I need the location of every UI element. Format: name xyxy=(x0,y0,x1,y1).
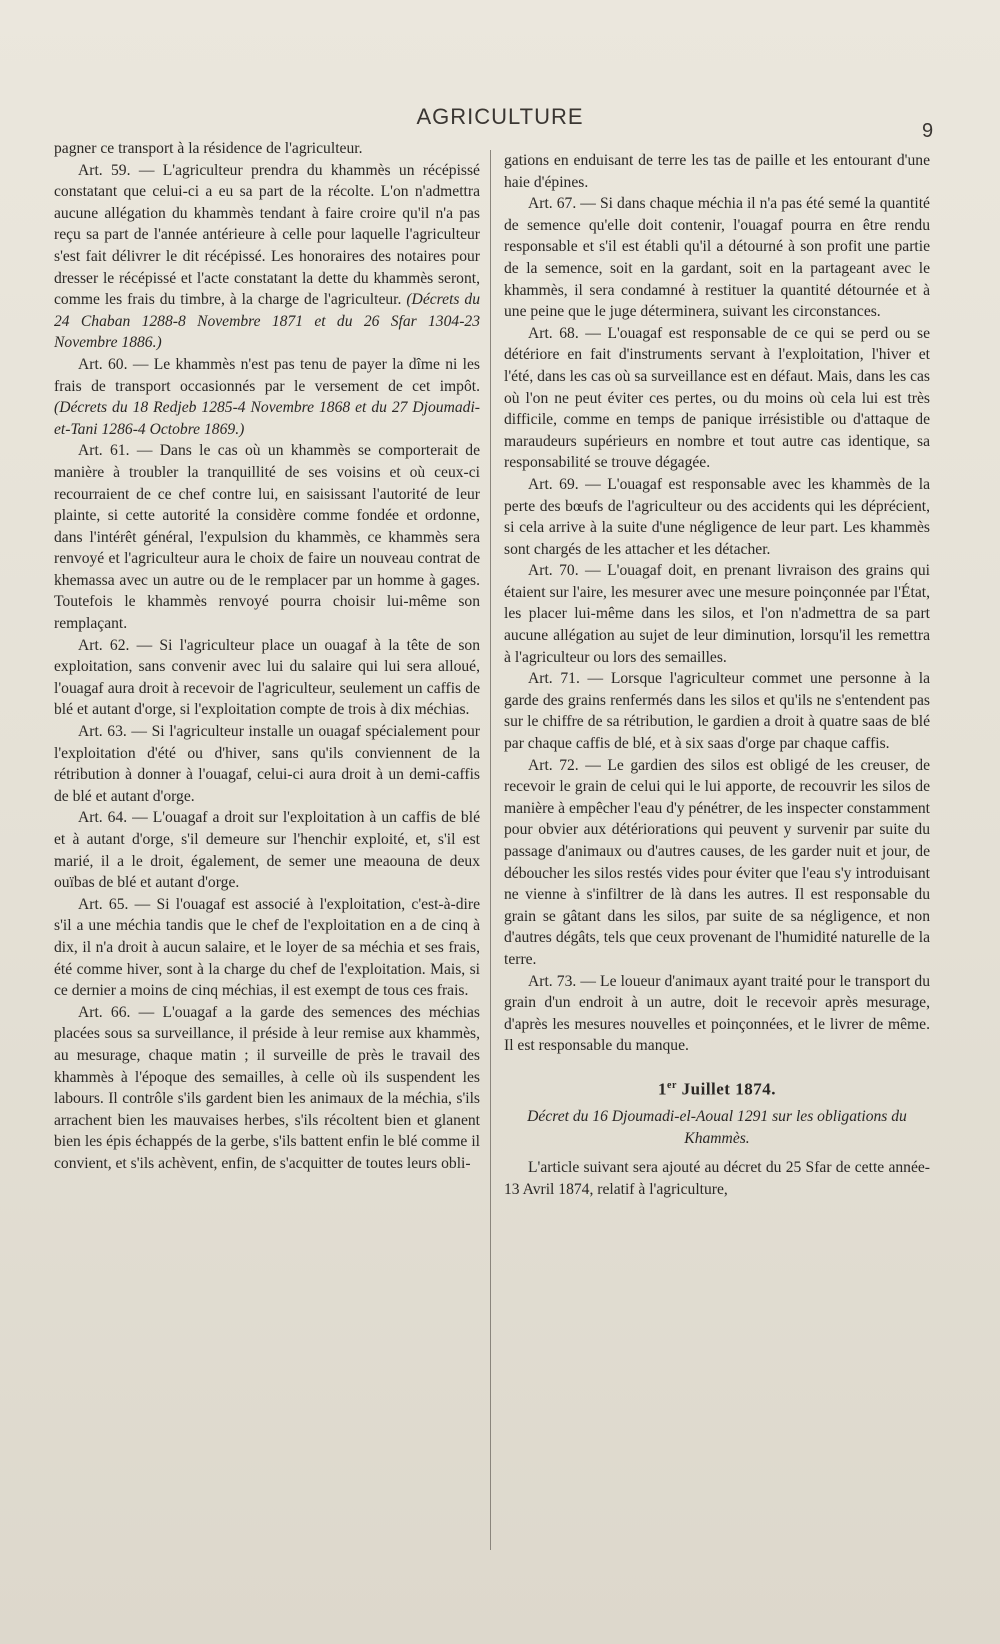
article-71 xyxy=(504,668,930,754)
article-label: Art. 61. — xyxy=(78,442,153,460)
article-73 xyxy=(504,971,930,1057)
article-label: Art. 64. — xyxy=(78,809,148,827)
article-label: Art. 60. — xyxy=(78,355,149,373)
article-label: Art. 67. — xyxy=(528,195,596,213)
article-64 xyxy=(54,807,480,893)
article-65 xyxy=(54,894,480,1002)
paragraph: pagner ce transport à la résidence de l'agriculteur. xyxy=(54,140,363,157)
right-column xyxy=(504,150,930,1201)
article-61 xyxy=(54,440,480,634)
decree-text: L'article suivant sera ajouté au décret du 25 Sfar de cette année-13 Avril 1874, relatif à l'agriculture, xyxy=(504,1159,930,1198)
article-59 xyxy=(54,160,480,354)
article-69 xyxy=(504,474,930,560)
article-text: Si l'ouagaf est associé à l'exploitation, c'est-à-dire s'il a une méchia tandis que le chef de l'exploitation en a de cinq à dix, il n'a droit à aucun salaire, et le loyer de sa méchia et ses frais, été comme hiver, sont à la charge du chef de l'exploitation. Mais, si ce dernier a moins de cinq méchias, il est exempt de tous ces frais. xyxy=(54,895,480,1000)
article-text: L'ouagaf a droit sur l'exploitation à un caffis de blé et à autant d'orge, s'il demeure sur l'henchir exploité, et, s'il est marié, il a le droit, également, de semer une meaouna de deux ouïbas de blé et autant d'orge. xyxy=(54,809,480,892)
article-text: Le loueur d'animaux ayant traité pour le transport du grain d'un endroit à un autre, doit le recevoir après mesurage, d'après les mesures nouvelles et poinçonnées, et le livrer de même. Il est responsable du manque. xyxy=(504,972,930,1055)
article-text: L'ouagaf est responsable de ce qui se perd ou se détériore en fait d'instruments servant à l'exploitation, l'hiver et l'été, dans les cas où sa surveillance est en défaut. Mais, dans les cas où l'on ne peut éviter ces pertes, ou du moins où cela lui est très difficile, comme en temps de panique irrésistible ou d'attaque de maraudeurs supérieurs en nombre et tout autre cas identique, sa responsabilité se trouve dégagée. xyxy=(504,324,930,472)
decree-reference: (Décrets du 18 Redjeb 1285-4 Novembre 1868 et du 27 Djoumadi-et-Tani 1286-4 Octobre 1869.) xyxy=(54,399,480,438)
article-text: L'ouagaf doit, en prenant livraison des grains qui étaient sur l'aire, les mesurer avec une mesure poinçonnée par l'État, les placer lui-même dans les silos, et l'on n'admettra de sa part aucune allégation au sujet de leur diminution, lorsqu'il les remettra à l'agriculteur ou lors des semailles. xyxy=(504,562,930,666)
decree-date-day: 1 xyxy=(658,1079,667,1099)
article-text: L'ouagaf a la garde des semences des méchias placées sous sa surveillance, il préside à leur remise aux khammès, au mesurage, chaque matin ; il surveille de près le travail des khammès à l'époque des semailles, à celle où ils suspendent les labours. Il contrôle s'ils gardent bien les animaux de la méchia, s'ils arrachent bien les mauvaises herbes, s'ils récoltent bien et glanent bien les épis échappés de la gerbe, s'ils battent enfin le blé comme il convient, et s'ils achèvent, enfin, de s'acquitter de toutes leurs obli- xyxy=(54,1003,480,1172)
article-text: Si dans chaque méchia il n'a pas été semé la quantité de semence qu'elle doit contenir, l'ouagaf pourra en être rendu responsable et s'il est établi qu'il a détourné à son profit une partie de la semence, soit en la gardant, soit en la partageant avec le khammès, il sera condamné à restituer la quantité détournée et à une peine que le juge déterminera, suivant les circonstances. xyxy=(504,195,930,321)
article-label: Art. 71. — xyxy=(528,670,604,688)
article-text: L'ouagaf est responsable avec les khammès de la perte des bœufs de l'agriculteur ou des accidents qui les déprécient, si cela arrive à la suite d'une négligence de leur part. Les khammès sont chargés de les attacher et les détacher. xyxy=(504,475,930,558)
article-62 xyxy=(54,635,480,721)
article-66 xyxy=(54,1002,480,1175)
article-text: Si l'agriculteur place un ouagaf à la tête de son exploitation, sans convenir avec lui du salaire qui lui sera alloué, l'ouagaf aura droit à recevoir de l'agriculteur, seulement un caffis de blé et autant d'orge, si l'exploitation compte de trois à dix méchias. xyxy=(54,636,480,719)
article-text: L'agriculteur prendra du khammès un récépissé constatant que celui-ci a eu sa part de la récolte. L'on n'admettra aucune allégation du khammès tendant à faire croire qu'il n'a pas reçu sa part de l'année antérieure à celle pour laquelle l'agriculteur s'est fait délivrer le dit récépissé. Les honoraires des notaires pour dresser le récépissé et l'acte constatant la dette du khammès seront, comme les frais du timbre, à la charge de l'agriculteur. xyxy=(54,161,480,309)
decree-date-rest: Juillet 1874. xyxy=(681,1079,776,1099)
left-column xyxy=(54,138,480,1175)
article-60 xyxy=(54,354,480,440)
page-number: 9 xyxy=(922,120,934,142)
article-63 xyxy=(54,721,480,807)
article-text: Lorsque l'agriculteur commet une personne à la garde des grains renfermés dans les silos et qu'ils ne s'entendent pas sur le chiffre de sa rétribution, le gardien a droit à quatre saas de blé par chaque caffis de blé, et à six saas d'orge par chaque caffis. xyxy=(504,670,930,753)
article-67 xyxy=(504,193,930,323)
article-72 xyxy=(504,755,930,971)
decree-date-ordinal: er xyxy=(667,1079,677,1091)
article-label: Art. 73. — xyxy=(528,972,596,990)
article-text: Le gardien des silos est obligé de les creuser, de recevoir le grain de celui qui le lui apporte, de recouvrir les silos de manière à empêcher l'eau d'y pénétrer, de les inspecter constamment pour obvier aux détériorations qui peuvent y survenir par suite du passage d'animaux ou d'autres causes, de les garder nuit et jour, de déboucher les silos restés vides pour éviter que l'eau s'y introduisant ne vienne à s'infiltrer de là dans les autres. Il est responsable du grain se gâtant dans les silos, par suite de sa négligence, et non d'autres dégâts, tels que ceux provenant de l'humidité naturelle de la terre. xyxy=(504,756,930,968)
paragraph: gations en enduisant de terre les tas de paille et les entourant d'une haie d'épines. xyxy=(504,152,930,191)
article-label: Art. 63. — xyxy=(78,723,147,741)
article-label: Art. 62. — xyxy=(78,636,153,654)
article-label: Art. 59. — xyxy=(78,161,155,179)
decree-date-heading xyxy=(504,1075,930,1100)
running-title: AGRICULTURE xyxy=(416,104,584,129)
decree-title: Décret du 16 Djoumadi-el-Aoual 1291 sur les obligations du Khammès. xyxy=(527,1108,907,1147)
article-text: Dans le cas où un khammès se comporterait de manière à troubler la tranquillité de ses voisins et où ceux-ci recourraient de ce chef contre lui, en saisissant l'autorité de leur plainte, si cette autorité la considère comme fondée et ordonne, dans l'intérêt général, l'expulsion du khammès, ce khammès sera renvoyé et l'agriculteur aura le choix de faire un nouveau contrat de khemassa avec un autre ou de le remplacer par un homme à gages. Toutefois le khammès renvoyé pourra choisir lui-même son remplaçant. xyxy=(54,442,480,633)
article-label: Art. 66. — xyxy=(78,1003,155,1021)
decree-reference: (Décrets du 24 Chaban 1288-8 Novembre 1871 et du 26 Sfar 1304-23 Novembre 1886.) xyxy=(54,291,480,352)
article-label: Art. 72. — xyxy=(528,756,601,774)
article-label: Art. 69. — xyxy=(528,475,601,493)
article-text: Si l'agriculteur installe un ouagaf spécialement pour l'exploitation d'été ou d'hiver, sans qu'ils conviennent de la rétribution à donner à l'ouagaf, celui-ci aura droit à un demi-caffis de blé et autant d'orge. xyxy=(54,723,480,805)
article-text: Le khammès n'est pas tenu de payer la dîme ni les frais de transport occasionnés par le versement de cet impôt. xyxy=(54,355,480,395)
column-divider xyxy=(490,150,491,1550)
article-label: Art. 70. — xyxy=(528,562,601,580)
article-70 xyxy=(504,560,930,668)
article-68 xyxy=(504,323,930,474)
article-label: Art. 68. — xyxy=(528,324,601,342)
article-label: Art. 65. — xyxy=(78,895,151,913)
